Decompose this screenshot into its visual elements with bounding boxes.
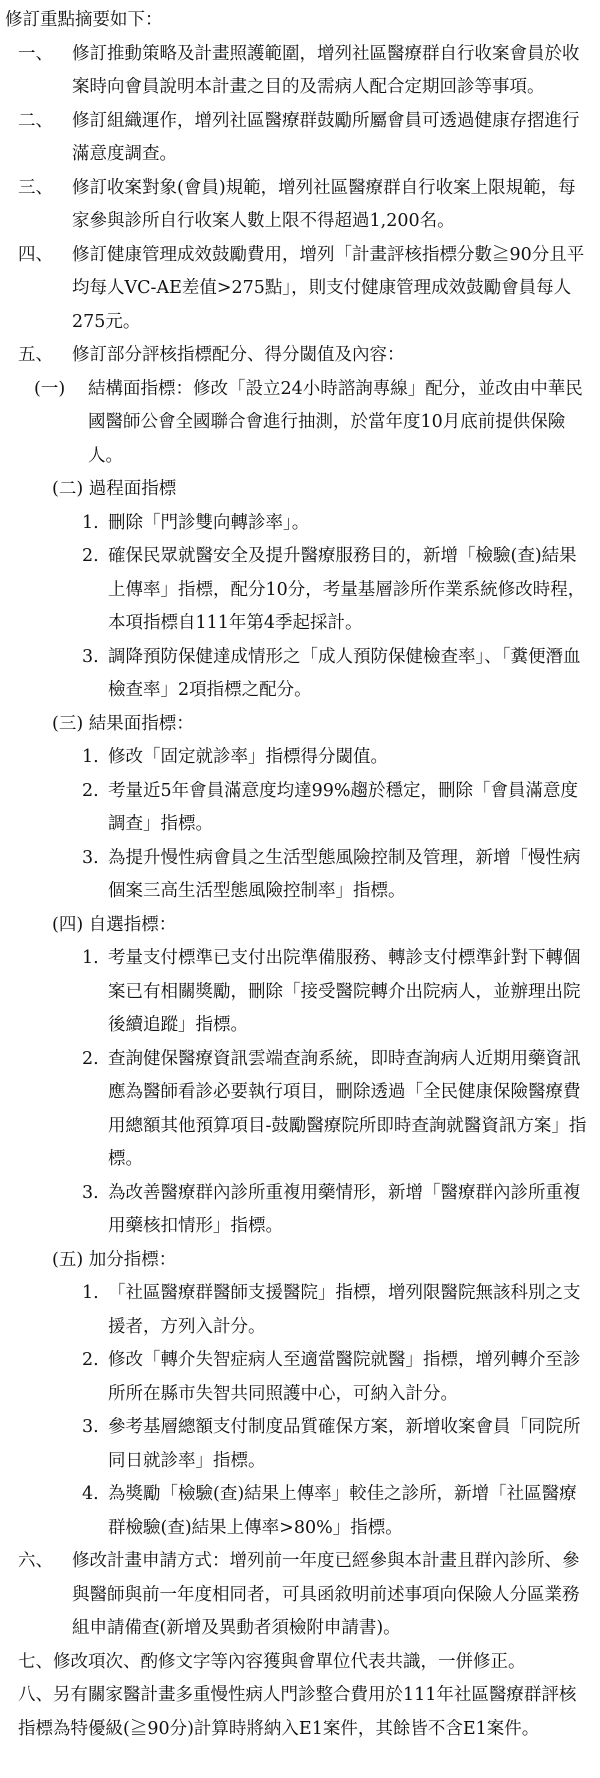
item-text: 參考基層總額支付制度品質確保方案，新增收案會員「同院所同日就診率」指標。 xyxy=(108,1417,581,1471)
item-text: 「社區醫療群醫師支援醫院」指標，增列限醫院無該科別之支援者，方列入計分。 xyxy=(108,1283,581,1337)
list-item xyxy=(0,942,592,1043)
item-text: 修改「轉介失智症病人至適當醫院就醫」指標，增列轉介至診所所在縣市失智共同照護中心，可納入計分。 xyxy=(108,1350,581,1404)
item-number: 1. xyxy=(82,948,99,968)
list-item xyxy=(0,842,592,909)
subsection-process-heading: (二) 過程面指標 xyxy=(52,479,177,499)
item-number: 3. xyxy=(82,1417,99,1437)
list-item xyxy=(0,1478,592,1545)
item-number: 1. xyxy=(82,1283,99,1303)
section-text: 修訂推動策略及計畫照護範圍，增列社區醫療群自行收案會員於收案時向會員說明本計畫之目的及需病人配合定期回診等事項。 xyxy=(72,43,580,97)
section-7: 七、修改項次、酌修文字等內容獲與會單位代表共識，一併修正。 xyxy=(18,1651,526,1672)
list-item xyxy=(0,1277,592,1344)
item-text: 確保民眾就醫安全及提升醫療服務目的，新增「檢驗(查)結果上傳率」指標，配分10分，考量基層診所作業系統修改時程，本項指標自111年第4季起採計。 xyxy=(108,546,586,633)
section-1 xyxy=(0,38,592,105)
item-text: 調降預防保健達成情形之「成人預防保健檢查率」、「糞便潛血檢查率」2項指標之配分。 xyxy=(108,646,581,700)
list-item xyxy=(0,1177,592,1244)
item-number: 2. xyxy=(82,546,99,566)
subsection-text: 結構面指標：修改「設立24小時諮詢專線」配分，並改由中華民國醫師公會全國聯合會進行抽測，於當年度10月底前提供保險人。 xyxy=(88,378,583,466)
item-number: 1. xyxy=(82,512,99,533)
section-number: 三、 xyxy=(18,177,53,198)
section-number: 二、 xyxy=(18,110,53,131)
section-number: 六、 xyxy=(18,1551,53,1571)
section-text: 修訂收案對象(會員)規範，增列社區醫療群自行收案上限規範，每家參與診所自行收案人數上限不得超過1,200名。 xyxy=(72,177,576,231)
subsection-bonus-heading: (五) 加分指標： xyxy=(52,1249,177,1270)
item-text: 查詢健保醫療資訊雲端查詢系統，即時查詢病人近期用藥資訊應為醫師看診必要執行項目，刪除透過「全民健康保險醫療費用總額其他預算項目-鼓勵醫療院所即時查詢就醫資訊方案」指標。 xyxy=(108,1048,587,1169)
list-item xyxy=(0,1411,592,1478)
item-text: 修改「固定就診率」指標得分閾值。 xyxy=(108,747,388,767)
section-2 xyxy=(0,105,592,172)
summary-title: 修訂重點摘要如下： xyxy=(5,10,163,30)
list-item xyxy=(0,540,592,641)
item-text: 為改善醫療群內診所重複用藥情形，新增「醫療群內診所重複用藥核扣情形」指標。 xyxy=(108,1182,581,1236)
section-6 xyxy=(0,1545,592,1646)
item-text: 刪除「門診雙向轉診率」。 xyxy=(108,512,310,533)
item-number: 3. xyxy=(82,847,99,868)
list-item xyxy=(0,741,592,775)
item-number: 3. xyxy=(82,646,99,667)
item-number: 2. xyxy=(82,780,99,801)
subsection-optional-heading: (四) 自選指標： xyxy=(52,914,177,935)
item-number: 1. xyxy=(82,747,99,767)
item-text: 為獎勵「檢驗(查)結果上傳率」較佳之診所，新增「社區醫療群檢驗(查)結果上傳率>80%」指標。 xyxy=(108,1484,577,1538)
subsection-outcome-heading: (三) 結果面指標： xyxy=(52,713,194,734)
item-text: 為提升慢性病會員之生活型態風險控制及管理，新增「慢性病個案三高生活型態風險控制率」指標。 xyxy=(108,847,581,901)
section-3 xyxy=(0,172,592,239)
section-number: 四、 xyxy=(18,244,53,265)
item-number: 2. xyxy=(82,1048,99,1069)
item-text: 考量近5年會員滿意度均達99%趨於穩定，刪除「會員滿意度調查」指標。 xyxy=(108,780,579,834)
section-text: 修改計畫申請方式：增列前一年度已經參與本計畫且群內診所、參與醫師與前一年度相同者，可具函敘明前述事項向保險人分區業務組申請備查(新增及異動者須檢附申請書)。 xyxy=(72,1551,580,1638)
section-4 xyxy=(0,239,592,340)
list-item xyxy=(0,1344,592,1411)
section-text: 修訂健康管理成效鼓勵費用，增列「計畫評核指標分數≧90分且平均每人VC-AE差值>275點」，則支付健康管理成效鼓勵會員每人275元。 xyxy=(72,244,585,332)
section-5 xyxy=(0,339,592,373)
item-number: 4. xyxy=(82,1484,99,1504)
item-text: 考量支付標準已支付出院準備服務、轉診支付標準針對下轉個案已有相關獎勵，刪除「接受醫院轉介出院病人，並辦理出院後續追蹤」指標。 xyxy=(108,948,581,1035)
section-number: 一、 xyxy=(18,43,53,64)
section-number: 五、 xyxy=(18,345,53,365)
section-8: 八、另有關家醫計畫多重慢性病人門診整合費用於111年社區醫療群評核指標為特優級(≧90分)計算時將納入E1案件，其餘皆不含E1案件。 xyxy=(18,1685,577,1739)
section-text: 修訂組織運作，增列社區醫療群鼓勵所屬會員可透過健康存摺進行滿意度調查。 xyxy=(72,110,580,164)
item-number: 3. xyxy=(82,1182,99,1203)
section-text: 修訂部分評核指標配分、得分閾值及內容： xyxy=(72,345,405,365)
list-item xyxy=(0,641,592,708)
list-item xyxy=(0,1043,592,1177)
subsection-number: (一) xyxy=(34,378,66,399)
list-item xyxy=(0,775,592,842)
item-number: 2. xyxy=(82,1350,99,1370)
list-item xyxy=(0,507,592,541)
subsection-structure xyxy=(0,373,592,474)
